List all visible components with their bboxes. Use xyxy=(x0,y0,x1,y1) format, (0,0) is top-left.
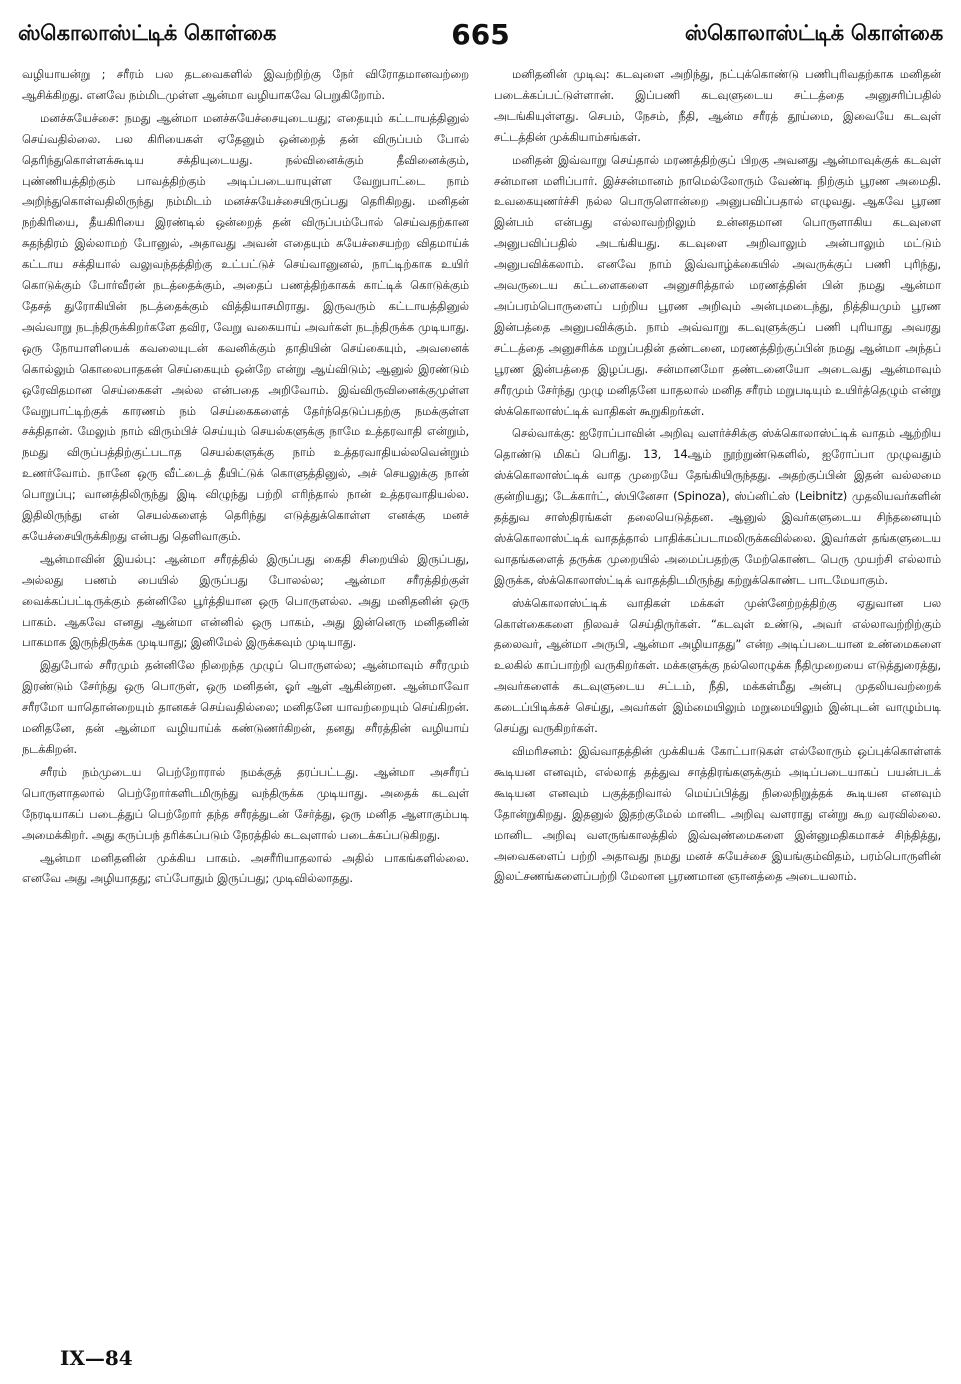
running-title-left: ஸ்கொலாஸ்ட்டிக் கொள்கை xyxy=(18,20,277,45)
page-header xyxy=(18,12,943,56)
paragraph: வழியாயன்று ; சரீரம் பல தடவைகளில் இவற்றிற்கு நேர் விரோதமானவற்றை ஆசிக்கிறது. எனவே நம்மிடமுள்ள ஆன்மா வழியாகவே பெறுகிறோம். xyxy=(22,67,469,102)
right-column xyxy=(494,64,941,1356)
running-title-right: ஸ்கொலாஸ்ட்டிக் கொள்கை xyxy=(684,20,943,45)
volume-page-marker: IX—84 xyxy=(60,1346,133,1370)
paragraph: மனிதன் இவ்வாறு செய்தால் மரணத்திற்குப் பிறகு அவனது ஆன்மாவுக்குக் கடவுள் சன்மான மளிப்பார். இச்சன்மானம் நாமெல்லோரும் வேண்டி நிற்கும் பூரண அமைதி. உவகையுணர்ச்சி நல்ல பொருளொன்றை அனுபவிப்பதால் எழுவது. ஆகவே பூரண இன்பம் என்பது எல்லாவற்றிலும் உன்னதமான பொருளாகிய கடவுளை அனுபவிப்பதில் அடங்கியது. கடவுளை அறிவாலும் அன்பாலும் மட்டும் அனுபவிக்கலாம். எனவே நாம் இவ்வாழ்க்கையில் அவருக்குப் பணி புரிந்து, அவருடைய கட்டளைகளை அனுசரித்தால் மரணத்தின் பின் நமது ஆன்மா அப்பரம்பொருளைப் பற்றிய பூரண அறிவும் அன்புமடைந்து, நித்தியமும் பூரண இன்பத்தை அனுபவிக்கும். நாம் அவ்வாறு கடவுளுக்குப் பணி புரியாது அவரது சட்டத்தை அனுசரிக்க மறுப்பதின் தண்டனை, மரணத்திற்குப்பின் நமது ஆன்மா அந்தப் பூரண இன்பத்தை இழப்பது. சன்மானமோ தண்டனையோ அடைவது ஆன்மாவும் சரீரமும் சேர்ந்து முழு மனிதனே யாதலால் மனித சரீரம் மறுபடியும் உயிர்த்தெழும் என்று ஸ்க்கொலாஸ்ட்டிக் வாதிகள் கூறுகிறர்கள். xyxy=(494,152,941,418)
paragraph: விமரிசனம்: இவ்வாதத்தின் முக்கியக் கோட்பாடுகள் எல்லோரும் ஒப்புக்கொள்ளக் கூடியன எனவும், எல்லாத் தத்துவ சாத்திரங்களுக்கும் அடிப்படையாகப் பயன்படக் கூடியன எனவும் பகுத்தறிவால் மெய்ப்பித்து நிலைநிறுத்தக் கூடியன எனவும் தோன்றுகிறது. இதனுல் இதற்குமேல் மானிட அறிவு வளராது என்று கூற வரவில்லை. மானிட அறிவு வளருங்காலத்தில் இவ்வுண்மைகளை இன்னுமதிகமாகச் சிந்தித்து, அவைகளைப் பற்றி அதாவது நமது மனச் சுயேச்சை இயங்கும்விதம், பரம்பொருளின் இலட்சணங்களைப்பற்றி மேலான பூரணமான ஞானத்தை அடையலாம். xyxy=(494,744,941,884)
paragraph: மனச்சுயேச்சை: நமது ஆன்மா மனச்சுயேச்சையுடையது; எதையும் கட்டாயத்தினுல் செய்வதில்லை. பல கிரியைகள் ஏதேனும் ஒன்றைத் தன் விருப்பம் போல் தெரிந்துகொள்ளக்கூடிய சக்தியுடையது. நல்வினைக்கும் தீவினைக்கும், புண்ணியத்திற்கும் பாவத்திற்கும் அடிப்படையாயுள்ள வேறுபாட்டை நாம் அறிந்துகொள்வதிலிருந்து நம்மிடம் மனச்சுயேச்சையிருப்பது தெரிகிறது. மனிதன் நற்கிரியை, தீயகிரியை இரண்டில் ஒன்றைத் தன் விருப்பம்போல் செய்வதற்கான சுதந்திரம் இல்லாமற் போனுல், அதாவது அவன் எதையும் சுயேச்சையற்ற விதமாய்க் கட்டாய சக்தியால் வலுவந்தத்திற்கு உட்பட்டுச் செய்வானுனல், நாட்டிற்காக உயிர் கொடுக்கும் போர்வீரன் நடத்தைக்கும், அதைப் பணத்திற்காகக் காட்டிக் கொடுக்கும் தேசத் துரோகியின் நடத்தைக்கும் வித்தியாசமிராது. இருவரும் கட்டாயத்தினுல் அவ்வாறு நடந்திருக்கிறர்களே தவிர, வேறு வகையாய் அவர்கள் நடந்திருக்க முடியாது. ஒரு நோயாளியைக் கவலையுடன் கவனிக்கும் தாதியின் செய்கையும், அவனைக் கொல்லும் கொலைபாதகன் செய்கையும் ஒன்றே என்று ஆய்விடும்; ஆனுல் இரண்டும் ஒரேவிதமான செய்கைகள் அல்ல என்பதை அறிவோம். இவ்விருவினைக்குமுள்ள வேறுபாட்டிற்குக் காரணம் நம் செய்கைகளைத் தேர்ந்தெடுப்பதற்கு நமக்குள்ள சக்திதான். மேலும் நாம் விரும்பிச் செய்யும் செயல்களுக்கு நாமே உத்தரவாதி என்றும், நமது விருப்பத்திற்குட்படாத செயல்களுக்கு நாம் உத்தரவாதியல்லவென்றும் உணர்வோம். நானே ஒரு வீட்டைத் தீயிட்டுக் கொளுத்தினுல், அச் செயலுக்கு நான் பொறுப்பு; வானத்திலிருந்து இடி விழுந்து பற்றி எரிந்தால் நான் உத்தரவாதியல்ல. இதிலிருந்து என் செயல்களைத் தெரிந்து எடுத்துக்கொள்ள எனக்கு மனச் சுயேச்சையிருக்கிறது என்பது தெளிவாகும். xyxy=(22,110,469,543)
paragraph: சரீரம் நம்முடைய பெற்றோரால் நமக்குத் தரப்பட்டது. ஆன்மா அசரீரப் பொருளாதலால் பெற்றோர்களிடமிருந்து வந்திருக்க முடியாது. அதைக் கடவுள் நேரடியாகப் படைத்துப் பெற்றோர் தந்த சரீரத்துடன் சேர்த்து, ஒரு மனித ஆளாகும்படி அமைக்கிறர். அது கருப்பந் தரிக்கப்படும் நேரத்தில் கடவுளால் படைக்கப்படுகிறது. xyxy=(22,764,469,842)
paragraph: மனிதனின் முடிவு: கடவுளை அறிந்து, நட்புக்கொண்டு பணிபுரிவதற்காக மனிதன் படைக்கப்பட்டுள்ளான். இப்பணி கடவுளுடைய சட்டத்தை அனுசரிப்பதில் அடங்கியுள்ளது. செபம், நேசம், நீதி, ஆன்ம சரீரத் தூய்மை, இவையே கடவுள் சட்டத்தின் முக்கியாம்சங்கள். xyxy=(494,67,941,144)
paragraph: ஆன்மாவின் இயல்பு: ஆன்மா சரீரத்தில் இருப்பது கைதி சிறையில் இருப்பது, அல்லது பணம் பையில் இருப்பது போலல்ல; ஆன்மா சரீரத்திற்குள் வைக்கப்பட்டிருக்கும் தன்னிலே பூர்த்தியான ஒரு பொருளல்ல. அது மனிதனின் ஒரு பாகம். ஆகவே எனது ஆன்மா என்னில் ஒரு பாகம், அது இன்னெரு மனிதனின் பாகமாக இருந்திருக்க முடியாது; இனிமேல் இருக்கவும் முடியாது. xyxy=(22,551,469,650)
paragraph: ஆன்மா மனிதனின் முக்கிய பாகம். அசரீரியாதலால் அதில் பாகங்களில்லை. எனவே அது அழியாதது; எப்போதும் இருப்பது; முடிவில்லாதது. xyxy=(22,850,469,886)
left-column xyxy=(22,64,469,1356)
paragraph: இதுபோல் சரீரமும் தன்னிலே நிறைந்த முழுப் பொருளல்ல; ஆன்மாவும் சரீரமும் இரண்டும் சேர்ந்து ஒரு பொருள், ஒரு மனிதன், ஓர் ஆள் ஆகின்றன. ஆன்மாவோ சரீரமோ யாதொன்றையும் தானகச் செய்வதில்லை; மனிதனே யாவற்றையும் செய்கிறன். மனிதனே, தன் ஆன்மா வழியாய்க் கண்டுணர்கிறன், தனது சரீரத்தின் வழியாய் நடக்கிறன். xyxy=(22,658,469,756)
paragraph: ஸ்க்கொலாஸ்ட்டிக் வாதிகள் மக்கள் முன்னேற்றத்திற்கு ஏதுவான பல கொள்கைகளை நிலவச் செய்திருர்கள். “கடவுள் உண்டு, அவர் எல்லாவற்றிற்கும் தலைவர், ஆன்மா அருபி, ஆன்மா அழியாதது” என்ற அடிப்படையான உண்மைகளை உலகில் காப்பாற்றி வருகிறர்கள். மக்களுக்கு நல்லொழுக்க நீதிமுறையை எடுத்துரைத்து, அவர்களைக் கடவுளுடைய சட்டம், நீதி, மக்கள்மீது அன்பு முதலியவற்றைக் கடைப்பிடிக்கச் செய்து, அவர்கள் இம்மையிலும் மறுமையிலும் இன்புடன் வாழும்படி செய்து வருகிறர்கள். xyxy=(494,595,941,736)
page-number: 665 xyxy=(451,17,510,51)
paragraph: செல்வாக்கு: ஐரோப்பாவின் அறிவு வளர்ச்சிக்கு ஸ்க்கொலாஸ்ட்டிக் வாதம் ஆற்றிய தொண்டு மிகப் பெரிது. 13, 14ஆம் நூற்றுண்டுகளில், ஐரோப்பா முழுவதும் ஸ்க்கொலாஸ்ட்டிக் வாத முறையே தேங்கியிருந்தது. அதற்குப்பின் இதன் வல்லமை குன்றியது; டேக்கார்ட், ஸ்பினேசா (Spinoza), ஸ்ப்னிட்ஸ் (Leibnitz) முதலியவர்களின் தத்துவ சாஸ்திரங்கள் தலையெடுத்தன. ஆனுல் இவர்களுடைய சிந்தனையும் ஸ்க்கொலாஸ்ட்டிக் வாதத்தால் பாதிக்கப்படாமலிருக்கவில்லை. இவர்கள் தங்களுடைய வாதங்களைத் தருக்க முறையில் அமைப்பதற்கு மேற்கொண்ட பெரு முயற்சி எல்லாம் இருக்க, ஸ்க்கொலாஸ்ட்டிக் வாதத்திடமிருந்து கற்றுக்கொண்ட பாடமேயாகும். xyxy=(494,426,941,587)
